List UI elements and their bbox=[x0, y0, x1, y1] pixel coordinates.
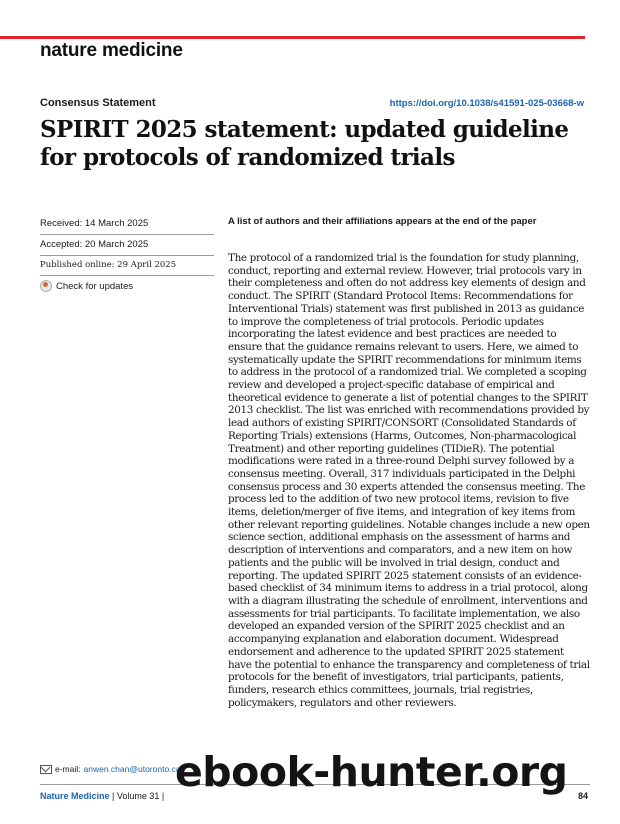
email-link[interactable]: anwen.chan@utoronto.ca bbox=[83, 764, 181, 774]
section-label: Consensus Statement bbox=[40, 97, 156, 109]
accepted-date: Accepted: 20 March 2025 bbox=[40, 235, 214, 256]
top-bar bbox=[0, 0, 620, 37]
article-title: SPIRIT 2025 statement: updated guideline for protocols of randomized trials bbox=[40, 116, 569, 171]
footer-volume: | Volume 31 | bbox=[109, 791, 165, 801]
brand-rule bbox=[0, 36, 585, 39]
email-label: e-mail: bbox=[55, 764, 81, 774]
check-for-updates-button[interactable] bbox=[40, 276, 214, 297]
mail-icon bbox=[40, 765, 52, 774]
check-for-updates-icon bbox=[40, 280, 52, 292]
journal-name: nature medicine bbox=[40, 40, 183, 61]
doi-link[interactable]: https://doi.org/10.1038/s41591-025-03668-w bbox=[389, 98, 584, 109]
footer-journal: Nature Medicine bbox=[40, 791, 110, 801]
authors-note: A list of authors and their affiliations appears at the end of the paper bbox=[228, 216, 537, 227]
corresponding-email bbox=[40, 764, 181, 774]
received-date: Received: 14 March 2025 bbox=[40, 214, 214, 235]
article-history bbox=[40, 214, 214, 297]
page-number: 84 bbox=[577, 791, 588, 801]
watermark: ebook-hunter.org bbox=[175, 748, 568, 796]
abstract: The protocol of a randomized trial is the foundation for study planning, conduct, reporting and external review. However, trial protocols vary in their completeness and often do not address key elements of design and conduct. The SPIRIT (Standard Protocol Items: Recommendations for Interventional Trials) statement was first published in 2013 as guidance to improve the completeness of trial protocols. Periodic updates incorporating the latest evidence and best practices are needed to ensure that the guidance remains relevant to users. Here, we aimed to systematically update the SPIRIT recommendations for minimum items to address in the protocol of a randomized trial. We completed a scoping review and developed a project-specific database of empirical and theoretical evidence to generate a list of potential changes to the SPIRIT 2013 checklist. The list was enriched with recommendations provided by lead authors of existing SPIRIT/CONSORT (Consolidated Standards of Reporting Trials) extensions (Harms, Outcomes, Non-pharmacological Treatment) and other reporting guidelines (TIDieR). The potential modifications were rated in a three-round Delphi survey followed by a consensus meeting. Overall, 317 individuals participated in the Delphi consensus process and 30 experts attended the consensus meeting. The process led to the addition of two new protocol items, revision to five items, deletion/merger of five items, and integration of key items from other relevant reporting guidelines. Notable changes include a new open science section, additional emphasis on the assessment of harms and description of interventions and comparators, and a new item on how patients and the public will be involved in trial design, conduct and reporting. The updated SPIRIT 2025 statement consists of an evidence-based checklist of 34 minimum items to address in a trial protocol, along with a diagram illustrating the schedule of enrollment, interventions and assessments for trial participants. To facilitate implementation, we also developed an expanded version of the SPIRIT 2025 checklist and an accompanying explanation and elaboration document. Widespread endorsement and adherence to the updated SPIRIT 2025 statement have the potential to enhance the transparency and completeness of trial protocols for the benefit of investigators, trial participants, patients, funders, research ethics committees, journals, trial registries, policymakers, regulators and other reviewers. bbox=[228, 252, 590, 709]
check-for-updates-label: Check for updates bbox=[56, 280, 134, 292]
published-date: Published online: 29 April 2025 bbox=[40, 256, 214, 276]
footer-citation bbox=[40, 791, 164, 801]
